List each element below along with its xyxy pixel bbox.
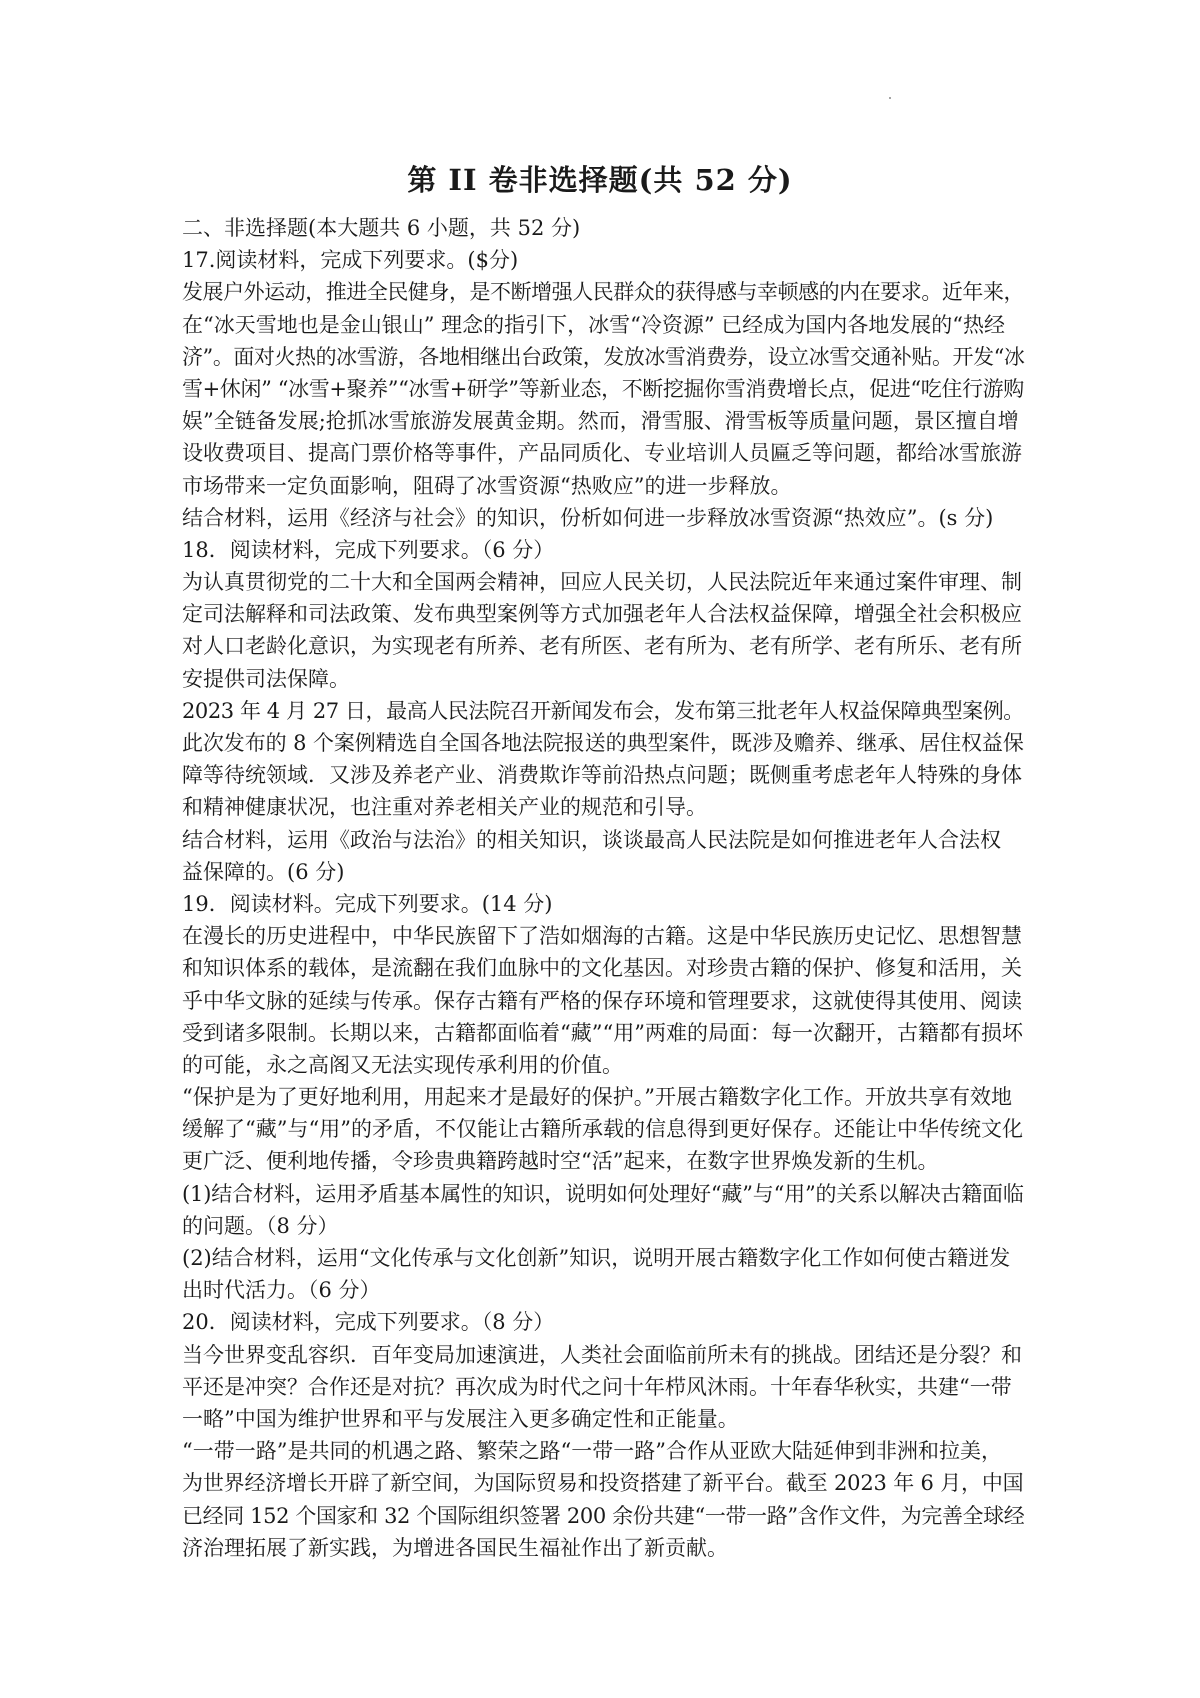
- text-line: 结合材料，运用《经济与社会》的知识，份析如何进一步释放冰雪资源“热效应”。(s 分): [182, 505, 994, 530]
- exam-body: [182, 212, 1024, 1564]
- text-line: 益保障的。(6 分): [182, 859, 345, 884]
- text-line: 出时代活力。（6 分）: [182, 1278, 381, 1303]
- text-line: 的问题。（8 分）: [182, 1213, 339, 1238]
- text-line: 当今世界变乱容织．百年变局加速演进，人类社会面临前所未有的挑战。团结还是分裂？和: [182, 1342, 1022, 1367]
- text-line: 对人口老龄化意识，为实现老有所养、老有所医、老有所为、老有所学、老有所乐、老有所: [182, 634, 1022, 659]
- text-line: 17.阅读材料，完成下列要求。($分): [182, 248, 519, 273]
- text-line: 缓解了“藏”与“用”的矛盾，不仅能让古籍所承载的信息得到更好保存。还能让中华传统文化: [182, 1117, 1023, 1142]
- text-line: 二、非选择题(本大题共 6 小题，共 52 分): [182, 216, 581, 240]
- text-line: 设收费项目、提高门票价格等事件，产品同质化、专业培训人员匾乏等问题，都给冰雪旅游: [182, 441, 1022, 466]
- text-line: 发展户外运动，推进全民健身，是不断增强人民群众的获得感与幸顿感的内在要求。近年来，: [182, 280, 1025, 305]
- text-line: “一带一路”是共同的机遇之路、繁荣之路“一带一路”合作从亚欧大陆延伸到非洲和拉美，: [182, 1439, 1002, 1464]
- text-line: 20．阅读材料，完成下列要求。（8 分）: [182, 1310, 555, 1335]
- text-line: 的可能，永之高阁又无法实现传承利用的价值。: [182, 1052, 623, 1077]
- text-line: 19．阅读材料。完成下列要求。(14 分): [182, 891, 553, 916]
- text-line: 雪+休闲” “冰雪+聚养”“冰雪+研学”等新业态，不断挖掘你雪消费增长点，促进“吃住行游购: [182, 376, 1024, 401]
- text-line: 更广泛、便利地传播，令珍贵典籍跨越时空“活”起来，在数字世界焕发新的生机。: [182, 1149, 939, 1174]
- text-line: 市场带来一定负面影响，阻碍了冰雪资源“热败应”的进一步释放。: [182, 473, 792, 498]
- text-line: (1)结合材料，运用矛盾基本属性的知识，说明如何处理好“藏”与“用”的关系以解决古籍面临: [182, 1181, 1024, 1206]
- text-line: 一略”中国为维护世界和平与发展注入更多确定性和正能量。: [182, 1406, 739, 1431]
- text-line: 安提供司法保障。: [182, 666, 350, 691]
- text-line: 受到诸多限制。长期以来，古籍都面临着“藏”“用”两难的局面：每一次翻开，古籍都有损坏: [182, 1020, 1023, 1045]
- text-line: 为认真贯彻党的二十大和全国两会精神，回应人民关切，人民法院近年来通过案件审理、制: [182, 570, 1022, 595]
- text-line: 2023 年 4 月 27 日，最高人民法院召开新闻发布会，发布第三批老年人权益保障典型案例。: [182, 698, 1024, 723]
- text-line: 济治理拓展了新实践，为增进各国民生福祉作出了新贡献。: [182, 1535, 728, 1560]
- text-line: 济”。面对火热的冰雪游，各地相继出台政策，发放冰雪消费券，设立冰雪交通补贴。开发“冰: [182, 344, 1025, 369]
- text-line: 在漫长的历史进程中，中华民族留下了浩如烟海的古籍。这是中华民族历史记忆、思想智慧: [182, 924, 1022, 949]
- text-line: 平还是冲突？合作还是对抗？再次成为时代之问十年栉风沐雨。十年春华秋实，共建“一带: [182, 1374, 1012, 1399]
- text-line: 已经同 152 个国家和 32 个国际组织签署 200 余份共建“一带一路”含作文件，为完善全球经: [182, 1503, 1025, 1528]
- text-line: 在“冰天雪地也是金山银山” 理念的指引下，冰雪“冷资源” 已经成为国内各地发展的“热经: [182, 312, 1006, 337]
- text-line: 乎中华文脉的延续与传承。保存古籍有严格的保存环境和管理要求，这就使得其使用、阅读: [182, 988, 1022, 1013]
- text-line: “保护是为了更好地利用，用起来才是最好的保护。”开展古籍数字化工作。开放共享有效地: [182, 1085, 1012, 1110]
- text-line: 和精神健康状况，也注重对养老相关产业的规范和引导。: [182, 795, 707, 820]
- text-line: 定司法解释和司法政策、发布典型案例等方式加强老年人合法权益保障，增强全社会积极应: [182, 602, 1022, 627]
- text-line: 和知识体系的载体，是流翻在我们血脉中的文化基因。对珍贵古籍的保护、修复和活用，关: [182, 956, 1022, 981]
- text-line: 结合材料，运用《政治与法治》的相关知识，谈谈最高人民法院是如何推进老年人合法权: [182, 827, 1001, 852]
- page-title: 第 II 卷非选择题(共 52 分): [407, 163, 793, 197]
- text-line: 此次发布的 8 个案例精选自全国各地法院报送的典型案件，既涉及赡养、继承、居住权益保: [182, 731, 1024, 755]
- text-line: 娱”全链备发展;抢抓冰雪旅游发展黄金期。然而，滑雪服、滑雪板等质量问题，景区擅自增: [182, 409, 1019, 434]
- scan-speck: [889, 97, 891, 99]
- text-line: 为世界经济增长开辟了新空间，为国际贸易和投资搭建了新平台。截至 2023 年 6 月，中国: [182, 1471, 1024, 1496]
- text-line: 障等待统领域．又涉及养老产业、消费欺诈等前沿热点问题；既侧重考虑老年人特殊的身体: [182, 763, 1022, 788]
- text-line: 18．阅读材料，完成下列要求。（6 分）: [182, 537, 555, 562]
- text-line: (2)结合材料，运用“文化传承与文化创新”知识，说明开展古籍数字化工作如何使古籍迸发: [182, 1246, 1011, 1270]
